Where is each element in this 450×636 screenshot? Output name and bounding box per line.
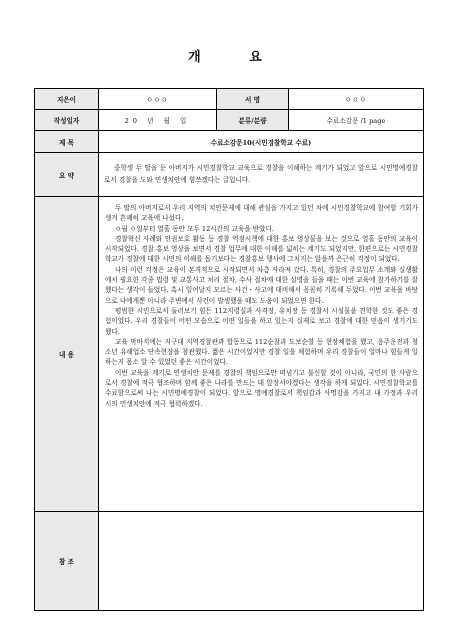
content-paragraph: ㅇ월 ㅇ일부터 열흘 동안 모두 12시간의 교육을 받았다. (115, 224, 274, 233)
signature-label: 서 명 (217, 89, 289, 110)
date-label: 작성일자 (35, 110, 99, 131)
content-label: 내 용 (35, 197, 99, 512)
reference-body (99, 512, 424, 611)
summary-paragraph: 중학생 두 딸을 둔 아버지가 시민경찰학교 교육으로 경찰을 이해하는 계기가 되었고 앞으로 시민명예경찰로서 경찰을 도와 민생치안에 힘쓰겠다는 글입니다. (104, 164, 418, 184)
category-label: 분류/분량 (217, 110, 289, 131)
date-value: 20 년 월 일 (99, 110, 217, 131)
page-title: 개 요 (188, 50, 284, 65)
content-row (35, 197, 424, 512)
author-label: 지은이 (35, 89, 99, 110)
content-paragraph: 평범한 시민으로서 둘러보기 힘든 112지령실과 사격장, 유치장 등 경찰서 시설물을 견학한 것도 좋은 경험이었다. 우리 경찰들이 어떤 모습으로 어떤 일들을 하고 있는지 실제로 보고 경찰에 대한 믿음이 생기기도 했다. (105, 306, 418, 336)
title-label: 제 목 (35, 131, 99, 153)
author-value: ㅇㅇㅇ (99, 89, 217, 110)
title-row (35, 131, 424, 153)
summary-text (99, 153, 424, 197)
author-row (35, 89, 424, 110)
category-value: 수료소감문 /1 page (289, 110, 424, 131)
reference-label: 참 조 (35, 512, 99, 611)
content-paragraph: 두 딸의 아버지로서 우리 지역의 치안문제에 대해 관심을 가지고 있던 차에 시민경찰학교에 참여할 기회가 생겨 흔쾌히 교육에 나섰다. (105, 204, 418, 223)
summary-row (35, 153, 424, 197)
content-paragraph: 나의 이런 걱정은 교육이 본격적으로 시작되면서 차츰 사라져 갔다. 특히, 경찰의 주요업무 소개와 실생활에서 필요한 각종 법령 및 교통사고 처리 절차, 수사 절차에 대한 설명을 들을 때는 이번 교육에 참가하기를 잘했다는 생각이 들었다. 혹시 일어날지 모르는 사건・사고에 대비해서 꼼꼼히 기록해 두었다. 이번 교육을 바탕으로 나에게뿐 아니라 주변에서 사건이 발생했을 때도 도움이 되었으면 한다. (105, 265, 418, 305)
content-paragraph: 경찰혁신 사례와 인권보호 활동 등 경찰 역점시책에 대한 홍보 영상물을 보는 것으로 열흘 동안의 교육이 시작되었다. 경찰 홍보 영상을 보면서 경찰 업무에 대한 이해를 넓히는 계기도 되었지만, 한편으로는 시민경찰학교가 경찰에 대한 시민의 이해를 돕기보다는 경찰홍보 행사에 그치지는 않을까 은근히 걱정이 되었다. (105, 234, 418, 264)
content-paragraph: 이번 교육을 계기로 민생치안 문제를 경찰의 책임으로만 떠넘기고 불신할 것이 아니라, 국민의 한 사람으로서 경찰에 적극 협조하며 함께 좋은 나라를 만드는 데 앞장서야겠다는 생각을 하게 되었다. 시민경찰학교를 수료함으로써 나는 시민명예경찰이 되었다. 앞으로 명예경찰로서 책임감과 사명감을 가지고 내 가정과 우리 시의 민생치안에 적극 협력하겠다. (105, 368, 418, 408)
date-row (35, 110, 424, 131)
reference-row (35, 512, 424, 611)
report-form-table (34, 88, 424, 611)
summary-label: 요 약 (35, 153, 99, 197)
content-body (99, 197, 424, 512)
title-value: 수료소감문10(시민경찰학교 수료) (99, 131, 424, 153)
content-paragraph: 교육 막바지에는 지구대 지역경찰관과 합동으로 112순찰과 도보순찰 등 현장체험을 했고, 음주운전과 청소년 유해업소 단속현장을 참관했다. 짧은 시간이었지만 경찰 일을 체험하며 우리 경찰들이 얼마나 힘들게 일하는지 몸소 알 수 있었던 좋은 시간이었다. (105, 337, 418, 367)
signature-value: ㅇㅇㅇ (289, 89, 424, 110)
